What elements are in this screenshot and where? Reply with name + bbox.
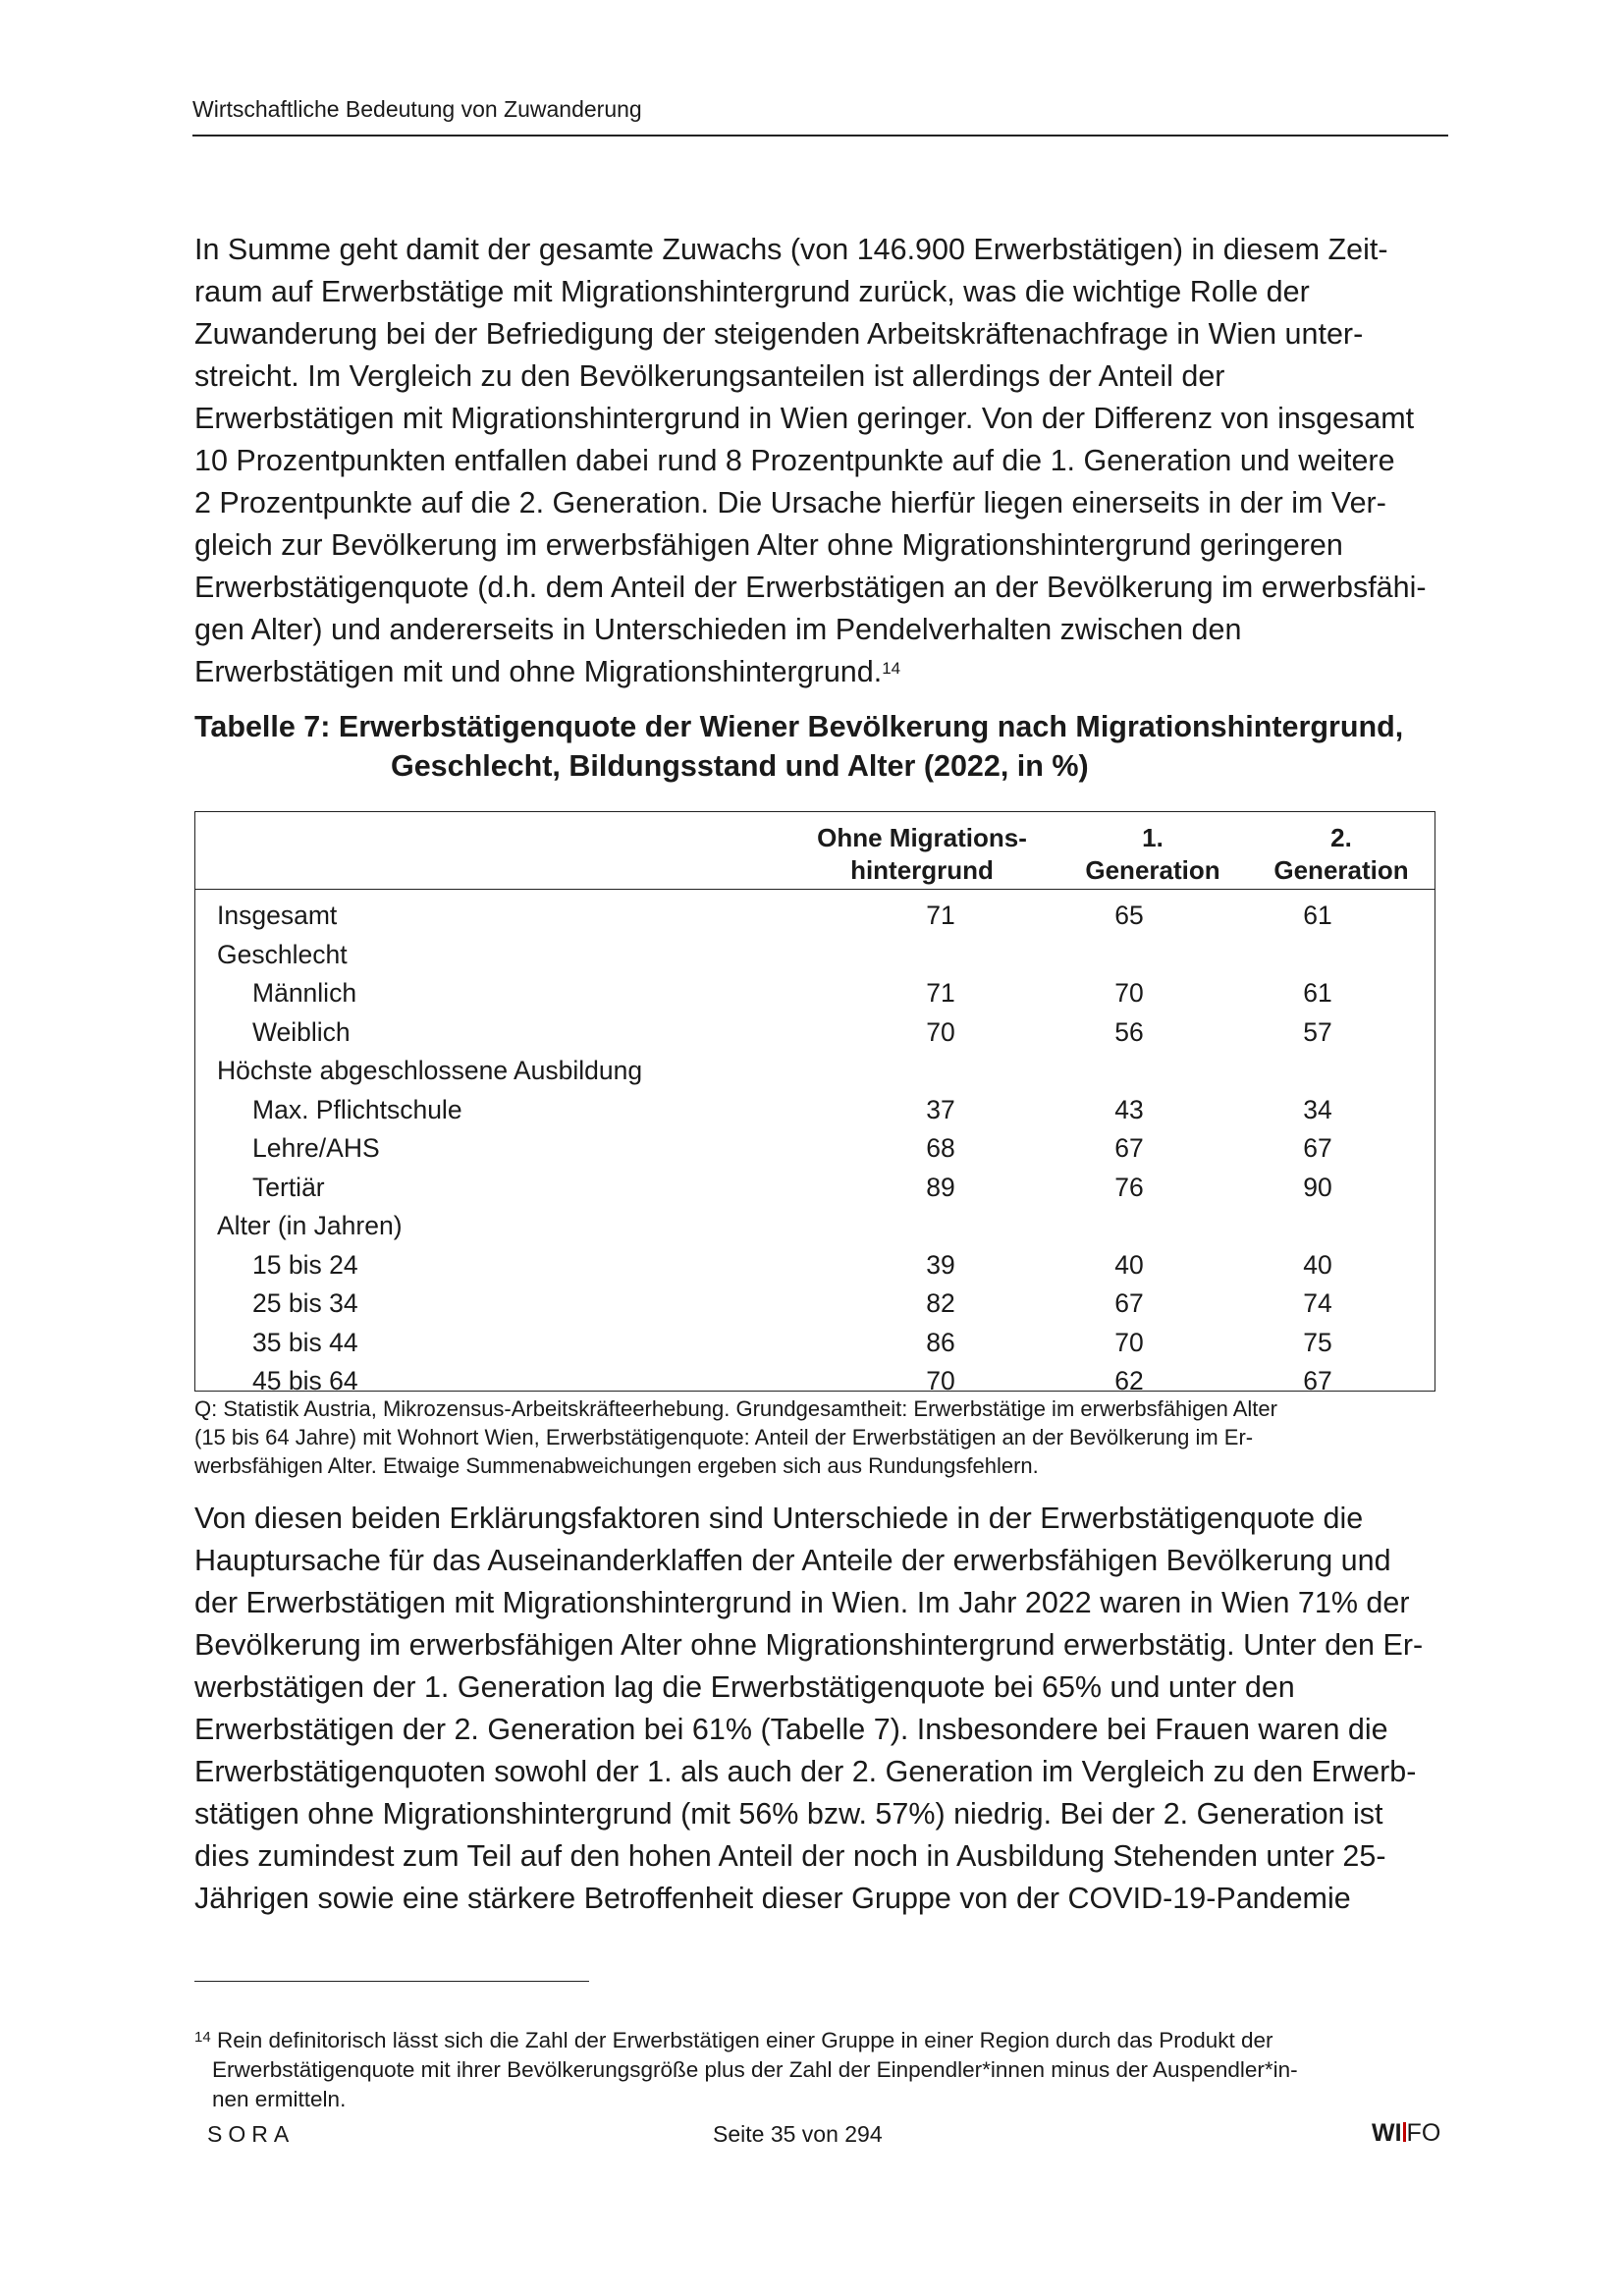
cell-value: 67	[1303, 1133, 1332, 1163]
wifo-logo-part: FO	[1406, 2119, 1441, 2147]
cell-value: 67	[1303, 1366, 1332, 1395]
paragraph-line: Jährigen sowie eine stärkere Betroffenheit dieser Gruppe von der COVID-19-Pandemie	[194, 1882, 1351, 1915]
table-caption-line: Geschlecht, Bildungsstand und Alter (2022, in %)	[391, 749, 1089, 783]
column-header-line: 1.	[1142, 823, 1164, 852]
cell-value: 40	[1114, 1249, 1144, 1280]
table-row	[195, 974, 1435, 1013]
cell-value: 89	[926, 1172, 955, 1202]
table-row	[195, 897, 1435, 936]
paragraph-1	[194, 229, 1451, 693]
cell-value: 82	[926, 1288, 955, 1318]
paragraph-line: Von diesen beiden Erklärungsfaktoren sind Unterschiede in der Erwerbstätigenquote die	[194, 1502, 1364, 1535]
cell-value: 37	[926, 1094, 955, 1124]
cell-value: 70	[1114, 1327, 1144, 1357]
table-caption	[194, 707, 1403, 786]
column-header-line: Generation	[1273, 855, 1409, 885]
wifo-logo-part: WI	[1372, 2119, 1402, 2147]
table-row	[195, 1285, 1435, 1324]
table-row-group-heading	[195, 1207, 1435, 1246]
row-label: Max. Pflichtschule	[252, 1094, 462, 1124]
cell-value: 90	[1303, 1172, 1332, 1202]
source-line: werbsfähigen Alter. Etwaige Summenabweichungen ergeben sich aus Rundungsfehlern.	[194, 1453, 1039, 1478]
cell-value: 61	[1303, 978, 1332, 1008]
cell-value: 67	[1114, 1288, 1144, 1318]
table-caption-line: Tabelle 7: Erwerbstätigenquote der Wiener Bevölkerung nach Migrationshintergrund,	[194, 710, 1404, 743]
footnote	[194, 2026, 1451, 2114]
column-header-line: Ohne Migrations-	[817, 823, 1027, 852]
footnote-reference[interactable]: 14	[882, 659, 901, 678]
column-header-line: hintergrund	[850, 855, 994, 885]
cell-value: 71	[926, 901, 955, 930]
source-line: (15 bis 64 Jahre) mit Wohnort Wien, Erwerbstätigenquote: Anteil der Erwerbstätigen an der Bevölkerung im Er-	[194, 1425, 1254, 1449]
row-label: Insgesamt	[217, 901, 338, 930]
paragraph-line: In Summe geht damit der gesamte Zuwachs (von 146.900 Erwerbstätigen) in diesem Zeit-	[194, 233, 1388, 266]
table-row	[195, 1129, 1435, 1169]
footnote-line: nen ermitteln.	[212, 2087, 347, 2111]
table-row	[195, 1013, 1435, 1053]
footnote-number: 14	[194, 2029, 211, 2046]
row-label: 45 bis 64	[252, 1366, 358, 1395]
header-rule	[192, 135, 1448, 137]
cell-value: 56	[1114, 1016, 1144, 1047]
footnote-line: Erwerbstätigenquote mit ihrer Bevölkerungsgröße plus der Zahl der Einpendler*innen minus der Auspendler*in-	[212, 2057, 1298, 2082]
column-header-1-generation	[1059, 822, 1246, 887]
paragraph-line: 2 Prozentpunkte auf die 2. Generation. Die Ursache hierfür liegen einerseits in der im Ver-	[194, 486, 1386, 519]
cell-value: 62	[1114, 1366, 1144, 1395]
running-header: Wirtschaftliche Bedeutung von Zuwanderung	[192, 96, 642, 122]
paragraph-line: gleich zur Bevölkerung im erwerbsfähigen Alter ohne Migrationshintergrund geringeren	[194, 528, 1343, 562]
cell-value: 67	[1114, 1133, 1144, 1163]
paragraph-line: Zuwanderung bei der Befriedigung der steigenden Arbeitskräftenachfrage in Wien unter-	[194, 317, 1364, 351]
row-label: Männlich	[252, 978, 357, 1008]
cell-value: 65	[1114, 901, 1144, 930]
data-table	[194, 811, 1435, 1395]
paragraph-2	[194, 1498, 1451, 1920]
paragraph-line: Bevölkerung im erwerbsfähigen Alter ohne Migrationshintergrund erwerbstätig. Unter den Er-	[194, 1628, 1424, 1662]
table-source-note	[194, 1394, 1451, 1480]
cell-value: 74	[1303, 1288, 1332, 1318]
cell-value: 57	[1303, 1016, 1332, 1047]
cell-value: 70	[926, 1016, 955, 1047]
cell-value: 39	[926, 1249, 955, 1280]
source-line: Q: Statistik Austria, Mikrozensus-Arbeitskräfteerhebung. Grundgesamtheit: Erwerbstätige im erwerbsfähigen Alter	[194, 1396, 1277, 1421]
row-label: 25 bis 34	[252, 1288, 358, 1318]
cell-value: 76	[1114, 1172, 1144, 1202]
paragraph-line: stätigen ohne Migrationshintergrund (mit 56% bzw. 57%) niedrig. Bei der 2. Generation ist	[194, 1797, 1383, 1831]
paragraph-line: Erwerbstätigen der 2. Generation bei 61% (Tabelle 7). Insbesondere bei Frauen waren die	[194, 1713, 1388, 1746]
page-number: Seite 35 von 294	[713, 2121, 883, 2147]
footnote-line	[194, 2026, 1451, 2055]
paragraph-line: Erwerbstätigenquote (d.h. dem Anteil der Erwerbstätigen an der Bevölkerung im erwerbsfähi-	[194, 571, 1427, 604]
paragraph-line: Hauptursache für das Auseinanderklaffen der Anteile der erwerbsfähigen Bevölkerung und	[194, 1544, 1391, 1577]
column-header-line: Generation	[1085, 855, 1220, 885]
footnote-rule	[194, 1981, 589, 1982]
row-label: Lehre/AHS	[252, 1133, 380, 1163]
cell-value: 40	[1303, 1249, 1332, 1280]
cell-value: 68	[926, 1133, 955, 1163]
column-header-line: 2.	[1330, 823, 1352, 852]
paragraph-line: streicht. Im Vergleich zu den Bevölkerungsanteilen ist allerdings der Anteil der	[194, 359, 1225, 393]
paragraph-line: Erwerbstätigen mit Migrationshintergrund in Wien geringer. Von der Differenz von insgesamt	[194, 402, 1415, 435]
paragraph-last-line-text: Erwerbstätigen mit und ohne Migrationshintergrund.	[194, 655, 883, 688]
paragraph-line: gen Alter) und andererseits in Unterschieden im Pendelverhalten zwischen den	[194, 613, 1242, 646]
paragraph-line: werbstätigen der 1. Generation lag die Erwerbstätigenquote bei 65% und unter den	[194, 1670, 1295, 1704]
cell-value: 86	[926, 1327, 955, 1357]
table-row-group-heading	[195, 1052, 1435, 1091]
column-header-2-generation	[1246, 822, 1436, 887]
table-row	[195, 1324, 1435, 1363]
table-row-group-heading	[195, 936, 1435, 975]
cell-value: 70	[926, 1366, 955, 1395]
cell-value: 61	[1303, 901, 1332, 930]
cell-value: 71	[926, 978, 955, 1008]
table-row	[195, 1246, 1435, 1285]
row-label: Alter (in Jahren)	[217, 1211, 403, 1240]
row-label: 35 bis 44	[252, 1327, 358, 1357]
table-header-rule	[195, 889, 1435, 890]
paragraph-last-line	[194, 651, 1451, 693]
cell-value: 70	[1114, 978, 1144, 1008]
column-header-ohne-migrationshintergrund	[785, 822, 1059, 887]
row-label: Geschlecht	[217, 939, 348, 969]
cell-value: 75	[1303, 1327, 1332, 1357]
paragraph-line: 10 Prozentpunkten entfallen dabei rund 8 Prozentpunkte auf die 1. Generation und weitere	[194, 444, 1395, 477]
table-body	[195, 897, 1435, 1401]
row-label: 15 bis 24	[252, 1249, 358, 1280]
paragraph-line: Erwerbstätigenquoten sowohl der 1. als auch der 2. Generation im Vergleich zu den Erwerb-	[194, 1755, 1417, 1788]
table-row	[195, 1169, 1435, 1208]
cell-value: 34	[1303, 1094, 1332, 1124]
paragraph-line: dies zumindest zum Teil auf den hohen Anteil der noch in Ausbildung Stehenden unter 25-	[194, 1839, 1386, 1873]
paragraph-line: raum auf Erwerbstätige mit Migrationshintergrund zurück, was die wichtige Rolle der	[194, 275, 1310, 308]
cell-value: 43	[1114, 1094, 1144, 1124]
row-label: Tertiär	[252, 1172, 325, 1202]
wifo-logo-bar	[1403, 2122, 1406, 2142]
wifo-logo	[1372, 2119, 1440, 2148]
row-label: Höchste abgeschlossene Ausbildung	[217, 1056, 643, 1085]
footer-publisher: SORA	[207, 2121, 296, 2147]
footnote-text: Rein definitorisch lässt sich die Zahl der Erwerbstätigen einer Gruppe in einer Region durch das Produkt der	[216, 2028, 1273, 2052]
paragraph-line: der Erwerbstätigen mit Migrationshintergrund in Wien. Im Jahr 2022 waren in Wien 71% der	[194, 1586, 1410, 1619]
row-label: Weiblich	[252, 1016, 351, 1047]
table-row	[195, 1091, 1435, 1130]
